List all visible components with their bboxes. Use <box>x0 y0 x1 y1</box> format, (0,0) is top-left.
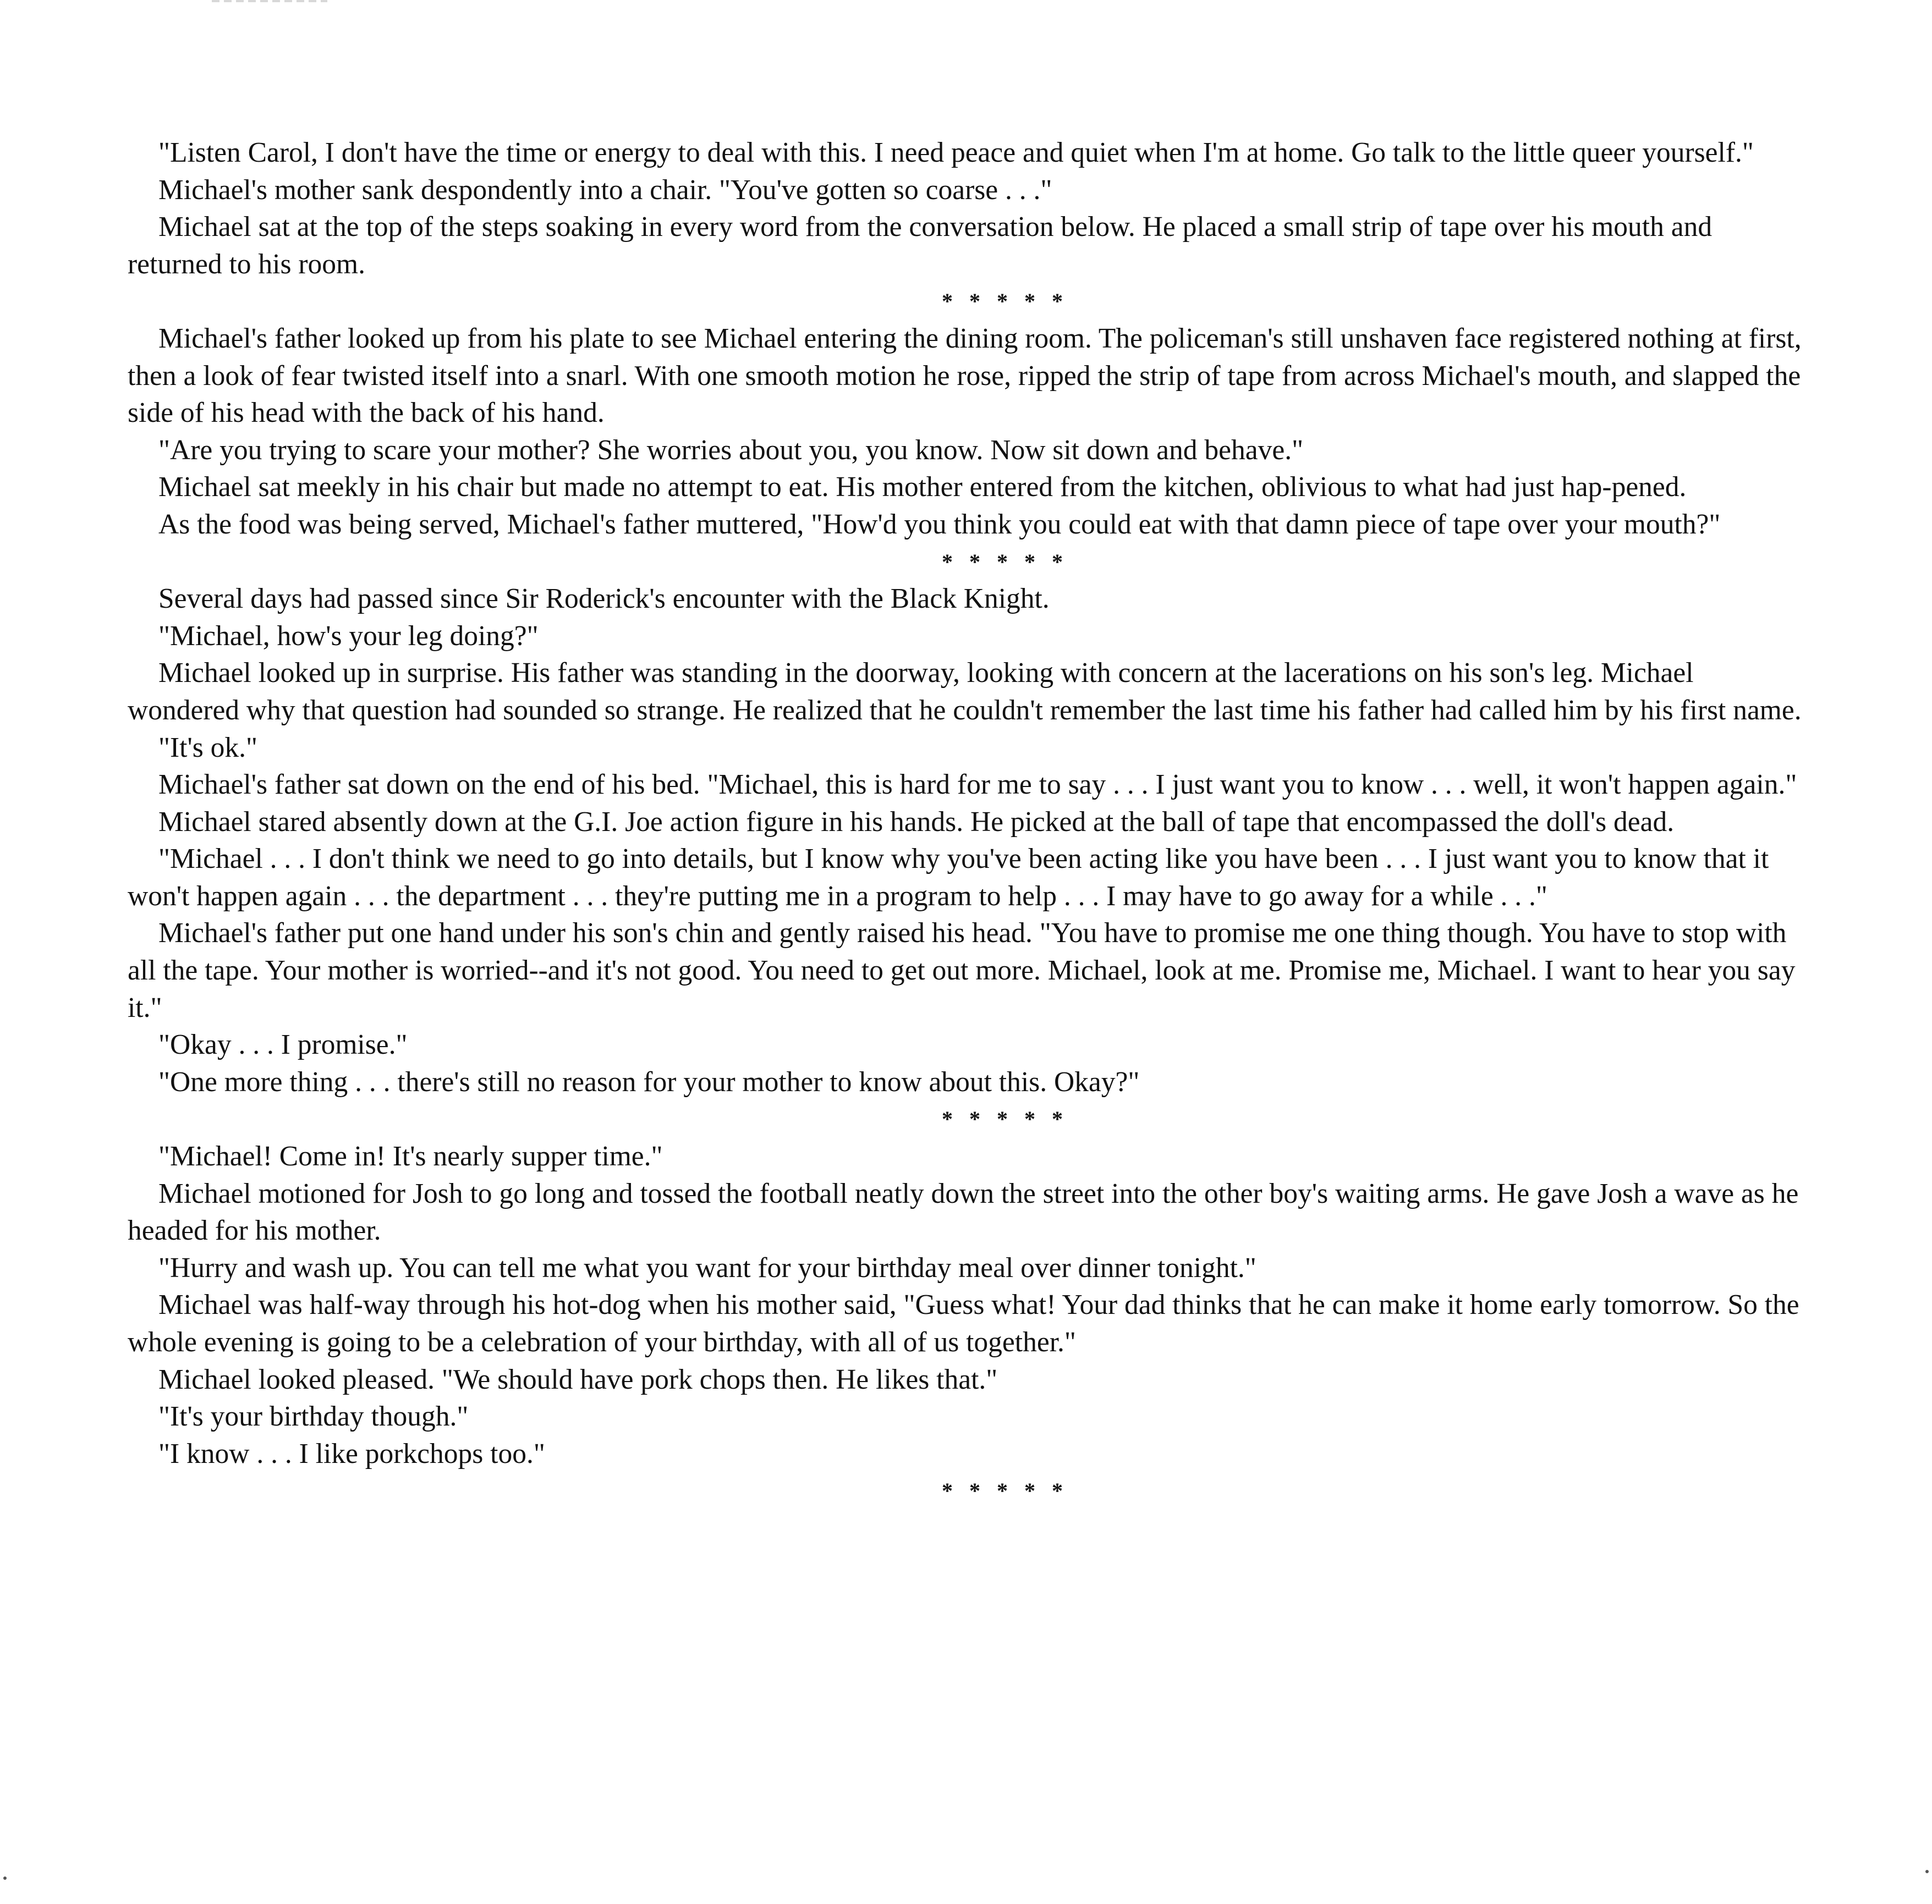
story-paragraph: "It's ok." <box>158 731 258 763</box>
story-paragraph: "I know . . . I like porkchops too." <box>158 1438 545 1470</box>
story-paragraph: Michael looked pleased. "We should have pork chops then. He likes that." <box>158 1363 998 1395</box>
story-paragraph: "One more thing . . . there's still no reason for your mother to know about this. Okay?" <box>158 1066 1140 1098</box>
story-paragraph: Michael stared absently down at the G.I. Joe action figure in his hands. He picked at the ball of tape that encompassed the doll's dead. <box>158 806 1675 838</box>
scan-speck-right <box>1925 1870 1929 1873</box>
story-paragraph: Michael's father looked up from his plate to see Michael entering the dining room. The policeman's still unshaven face registered nothing at first, then a look of fear twisted itself into a snarl. With one smooth motion he rose, ripped the strip of tape from across Michael's mouth, and slapped the side of his head with the back of his hand. <box>128 322 1802 429</box>
story-paragraph: "Hurry and wash up. You can tell me what you want for your birthday meal over dinner tonight." <box>158 1252 1256 1284</box>
story-paragraph: Michael sat meekly in his chair but made no attempt to eat. His mother entered from the kitchen, oblivious to what had just hap-pened. <box>158 471 1687 503</box>
section-break: * * * * * <box>942 1107 1068 1132</box>
story-paragraph: Michael looked up in surprise. His father was standing in the doorway, looking with concern at the lacerations on his son's leg. Michael wondered why that question had sounded so strange. He realized that he couldn't remember the last time his father had called him by his first name. <box>128 657 1802 726</box>
story-paragraph: "Listen Carol, I don't have the time or energy to deal with this. I need peace and quiet when I'm at home. Go talk to the little queer yourself." <box>158 137 1754 168</box>
story-paragraph: "Michael! Come in! It's nearly supper time." <box>158 1141 663 1173</box>
story-paragraph: As the food was being served, Michael's father muttered, "How'd you think you could eat with that damn piece of tape over your mouth?" <box>158 508 1721 540</box>
section-break: * * * * * <box>942 289 1068 314</box>
story-paragraph: "Are you trying to scare your mother? She worries about you, you know. Now sit down and behave." <box>158 434 1304 466</box>
story-paragraph: Michael motioned for Josh to go long and tossed the football neatly down the street into the other boy's waiting arms. He gave Josh a wave as he headed for his mother. <box>128 1177 1799 1247</box>
section-break: * * * * * <box>942 1478 1068 1504</box>
story-paragraph: Michael was half-way through his hot-dog when his mother said, "Guess what! Your dad thinks that he can make it home early tomorrow. So the whole evening is going to be a celebration of your birthday, with all of us together." <box>128 1289 1799 1358</box>
story-paragraph: "It's your birthday though." <box>158 1401 469 1433</box>
story-paragraph: Michael sat at the top of the steps soaking in every word from the conversation below. He placed a small strip of tape over his mouth and returned to his room. <box>128 211 1713 280</box>
scan-artifact <box>212 0 327 2</box>
scan-speck-left <box>3 1877 7 1880</box>
story-paragraph: "Michael . . . I don't think we need to go into details, but I know why you've been acting like you have been . . . I just want you to know that it won't happen again . . . the department . . . they're putting me in a program to help . . . I may have to go away for a while . . ." <box>128 843 1769 912</box>
story-paragraph: Michael's father sat down on the end of his bed. "Michael, this is hard for me to say . . . I just want you to know . . . well, it won't happen again." <box>158 769 1797 801</box>
story-paragraph: "Okay . . . I promise." <box>158 1029 408 1061</box>
story-text <box>128 134 1811 1510</box>
story-paragraph: Several days had passed since Sir Roderick's encounter with the Black Knight. <box>158 583 1050 615</box>
story-paragraph: Michael's father put one hand under his son's chin and gently raised his head. "You have to promise me one thing though. You have to stop with all the tape. Your mother is worried--and it's not good. You need to get out more. Michael, look at me. Promise me, Michael. I want to hear you say it." <box>128 917 1796 1023</box>
story-paragraph: "Michael, how's your leg doing?" <box>158 620 539 652</box>
section-break: * * * * * <box>942 549 1068 574</box>
story-paragraph: Michael's mother sank despondently into a chair. "You've gotten so coarse . . ." <box>158 174 1052 206</box>
